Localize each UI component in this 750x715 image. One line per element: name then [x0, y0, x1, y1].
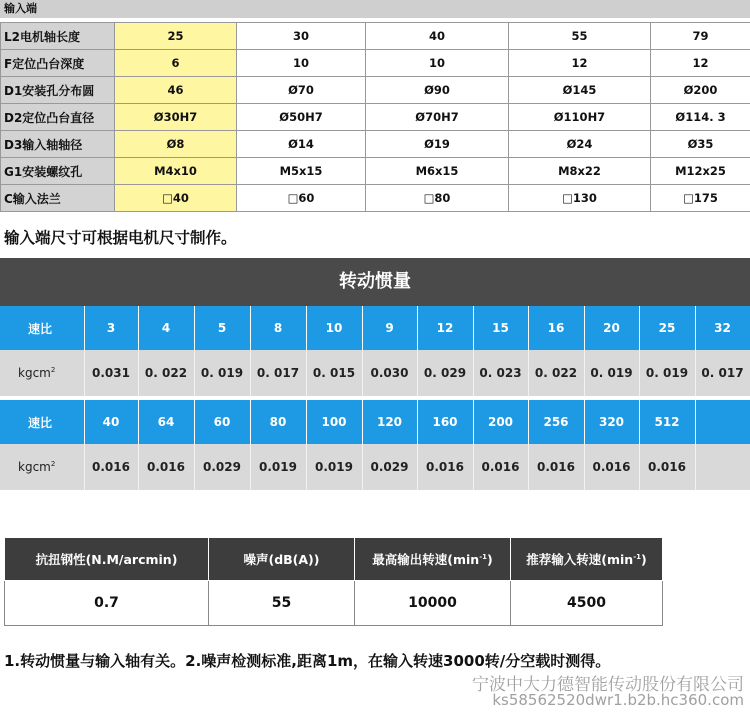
inertia-value: 0.019: [306, 444, 362, 490]
inertia-value: 0. 019: [639, 350, 695, 396]
dimension-value: Ø90: [366, 77, 509, 104]
dimension-value: 30: [237, 23, 366, 50]
inertia-value: 0. 019: [584, 350, 639, 396]
inertia-value: 0.016: [417, 444, 473, 490]
ratio-value: 120: [362, 400, 417, 444]
inertia-value: 0.019: [250, 444, 306, 490]
watermark-site: ks58562520dwr1.b2b.hc360.com: [492, 691, 744, 709]
dimension-value: 40: [366, 23, 509, 50]
ratio-row: [0, 306, 750, 350]
inertia-value: 0. 019: [194, 350, 250, 396]
dimension-row: [1, 185, 750, 212]
watermark-company: 宁波中大力德智能传动股份有限公司: [472, 675, 744, 695]
dimension-label: G1安装螺纹孔: [1, 158, 115, 185]
spec-header-text: 推荐输入转速(min: [526, 552, 634, 567]
ratio-value: 10: [306, 306, 362, 350]
inertia-value: 0. 029: [417, 350, 473, 396]
dimension-value: □175: [651, 185, 750, 212]
dimension-value: Ø50H7: [237, 104, 366, 131]
ratio-label: 速比: [0, 306, 84, 350]
ratio-value: 60: [194, 400, 250, 444]
dimension-label: D3输入轴轴径: [1, 131, 115, 158]
dimension-value: 79: [651, 23, 750, 50]
spec-header-tail: ): [486, 552, 493, 567]
inertia-value: 0.016: [584, 444, 639, 490]
inertia-value: 0. 022: [528, 350, 584, 396]
footnote: 1.转动惯量与输入轴有关。2.噪声检测标准,距离1m，在输入转速3000转/分空载时测得。: [4, 652, 611, 670]
spec-header: [511, 538, 663, 581]
ratio-value: [695, 400, 750, 444]
inertia-value: 0.029: [362, 444, 417, 490]
dimension-row: [1, 77, 750, 104]
ratio-value: 20: [584, 306, 639, 350]
inertia-value: 0. 023: [473, 350, 528, 396]
dimension-value: □40: [115, 185, 237, 212]
inertia-value: 0. 015: [306, 350, 362, 396]
dimension-value: 6: [115, 50, 237, 77]
inertia-value: 0.016: [84, 444, 138, 490]
inertia-value: 0.016: [639, 444, 695, 490]
inertia-title: 转动惯量: [0, 258, 750, 306]
inertia-value: 0. 017: [250, 350, 306, 396]
dimension-value: Ø70: [237, 77, 366, 104]
unit-text: kgcm: [18, 460, 51, 474]
dimension-value: 12: [509, 50, 651, 77]
dimension-value: □130: [509, 185, 651, 212]
ratio-value: 200: [473, 400, 528, 444]
dimension-value: 25: [115, 23, 237, 50]
dimension-value: 46: [115, 77, 237, 104]
inertia-row: [0, 444, 750, 490]
dimension-value: M8x22: [509, 158, 651, 185]
ratio-value: 32: [695, 306, 750, 350]
dimension-value: 12: [651, 50, 750, 77]
inertia-value: 0.016: [138, 444, 194, 490]
spec-header: [355, 538, 511, 581]
input-size-note: 输入端尺寸可根据电机尺寸制作。: [4, 229, 237, 247]
unit-text: kgcm: [18, 366, 51, 380]
inertia-value: 0.029: [194, 444, 250, 490]
spec-header-superscript: -1: [479, 552, 487, 561]
spec-header-text: 噪声(dB(A)): [243, 552, 320, 567]
ratio-value: 25: [639, 306, 695, 350]
dimension-row: [1, 158, 750, 185]
ratio-value: 64: [138, 400, 194, 444]
dimension-value: Ø24: [509, 131, 651, 158]
dimension-value: M6x15: [366, 158, 509, 185]
spec-header: [5, 538, 209, 581]
inertia-value: 0. 022: [138, 350, 194, 396]
dimension-label: D1安装孔分布圆: [1, 77, 115, 104]
ratio-value: 9: [362, 306, 417, 350]
inertia-row: [0, 350, 750, 396]
spec-header: [209, 538, 355, 581]
dimension-value: M12x25: [651, 158, 750, 185]
inertia-value: 0.016: [528, 444, 584, 490]
dimension-value: Ø110H7: [509, 104, 651, 131]
inertia-value: [695, 444, 750, 490]
inertia-value: 0.016: [473, 444, 528, 490]
inertia-unit-label: [0, 350, 84, 396]
ratio-value: 3: [84, 306, 138, 350]
spec-table: [4, 537, 663, 626]
dimension-row: [1, 104, 750, 131]
dimension-value: Ø8: [115, 131, 237, 158]
dimension-value: Ø200: [651, 77, 750, 104]
input-section-title: 输入端: [0, 0, 750, 18]
spec-header-text: 最高输出转速(min: [372, 552, 480, 567]
dimension-value: Ø114. 3: [651, 104, 750, 131]
ratio-label: 速比: [0, 400, 84, 444]
ratio-value: 8: [250, 306, 306, 350]
dimension-label: F定位凸台深度: [1, 50, 115, 77]
dimension-value: □60: [237, 185, 366, 212]
spec-value: 4500: [511, 581, 663, 626]
ratio-value: 256: [528, 400, 584, 444]
ratio-value: 15: [473, 306, 528, 350]
inertia-unit-label: [0, 444, 84, 490]
dimension-value: Ø70H7: [366, 104, 509, 131]
dimension-value: 55: [509, 23, 651, 50]
dimension-row: [1, 23, 750, 50]
dimension-label: C输入法兰: [1, 185, 115, 212]
dimension-value: M4x10: [115, 158, 237, 185]
dimension-value: Ø145: [509, 77, 651, 104]
dimension-label: L2电机轴长度: [1, 23, 115, 50]
ratio-row: [0, 400, 750, 444]
inertia-value: 0.030: [362, 350, 417, 396]
ratio-value: 320: [584, 400, 639, 444]
ratio-value: 16: [528, 306, 584, 350]
dimension-value: □80: [366, 185, 509, 212]
input-dimension-table: [0, 22, 750, 212]
dimension-value: Ø30H7: [115, 104, 237, 131]
ratio-value: 5: [194, 306, 250, 350]
dimension-value: 10: [237, 50, 366, 77]
dimension-value: Ø14: [237, 131, 366, 158]
ratio-value: 512: [639, 400, 695, 444]
dimension-row: [1, 131, 750, 158]
ratio-value: 80: [250, 400, 306, 444]
spec-value: 10000: [355, 581, 511, 626]
inertia-table: [0, 306, 750, 490]
inertia-value: 0. 017: [695, 350, 750, 396]
spec-header-tail: ): [640, 552, 647, 567]
dimension-value: Ø19: [366, 131, 509, 158]
inertia-value: 0.031: [84, 350, 138, 396]
spec-value: 0.7: [5, 581, 209, 626]
spec-header-text: 抗扭钢性(N.M/arcmin): [35, 552, 178, 567]
unit-superscript: 2: [50, 460, 56, 468]
dimension-value: Ø35: [651, 131, 750, 158]
ratio-value: 160: [417, 400, 473, 444]
dimension-value: 10: [366, 50, 509, 77]
dimension-value: M5x15: [237, 158, 366, 185]
spec-value: 55: [209, 581, 355, 626]
ratio-value: 4: [138, 306, 194, 350]
dimension-label: D2定位凸台直径: [1, 104, 115, 131]
ratio-value: 40: [84, 400, 138, 444]
unit-superscript: 2: [50, 366, 56, 374]
ratio-value: 100: [306, 400, 362, 444]
ratio-value: 12: [417, 306, 473, 350]
dimension-row: [1, 50, 750, 77]
spec-header-superscript: -1: [633, 552, 641, 561]
